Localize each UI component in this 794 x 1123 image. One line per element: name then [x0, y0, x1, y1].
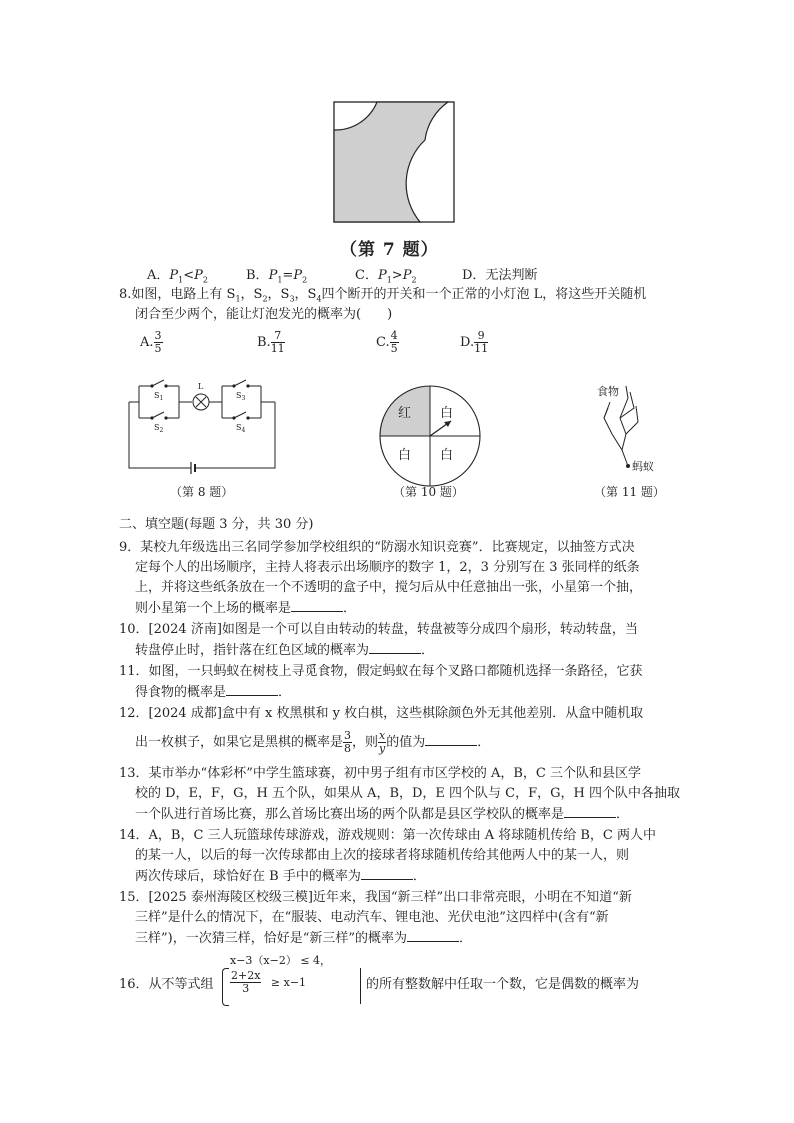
q13-line1: 13．某市举办“体彩杯”中学生篮球赛，初中男子组有市区学校的 A，B，C 三个队和县区学	[119, 766, 641, 781]
q16-inequality-system	[222, 952, 364, 1014]
q13-line2: 校的 D，E，F，G，H 五个队，如果从 A，B，D，E 四个队与 C，F，G，H 四个队中各抽取	[135, 786, 680, 801]
q12-line1: 12．[2024 成都]盒中有 x 枚黑棋和 y 枚白棋，这些棋除颜色外无其他差别．从盒中随机取	[119, 706, 644, 721]
q8-option-b[interactable]: B. $\frac{7}{11}$	[257, 329, 285, 355]
svg-text:S2: $S_2$	[154, 423, 164, 434]
q16-suffix: 的所有整数解中任取一个数，它是偶数的概率为	[366, 977, 640, 992]
svg-text:S4: $S_4$	[236, 423, 246, 434]
q15-line2: 三样”是什么的情况下，在“服装、电动汽车、锂电池、光伏电池”这四样中(含有“新	[135, 910, 609, 925]
q16-prefix: 16．从不等式组	[119, 977, 214, 992]
fig7-diagram	[332, 100, 456, 224]
q8-option-d[interactable]: D. $\frac{9}{11}$	[460, 329, 489, 355]
q14-line3: 两次传球后，球恰好在 B 手中的概率为 ．	[135, 866, 426, 886]
tree-ant-label: 蚂蚁	[632, 460, 654, 473]
fig11-tree-diagram	[592, 378, 682, 478]
q13-answer-blank[interactable]	[564, 804, 616, 818]
fig8-circuit-diagram	[124, 376, 280, 476]
q11-line1: 11．如图，一只蚂蚁在树枝上寻觅食物，假定蚂蚁在每个叉路口都随机选择一条路径，它获	[119, 664, 643, 679]
fig10-spinner	[378, 384, 482, 488]
q9-line2: 定每个人的出场顺序，主持人将表示出场顺序的数字 1，2，3 分别写在 3 张同样的纸条	[135, 560, 640, 575]
svg-text:S3: $S_3$	[236, 391, 246, 402]
q7-option-b[interactable]: B．$P_1=P_2$	[246, 268, 308, 285]
q14-line1: 14．A，B，C 三人玩篮球传球游戏，游戏规则：第一次传球由 A 将球随机传给 B，C 两人中	[119, 828, 656, 843]
q9-line3: 上，并将这些纸条放在一个不透明的盒子中，搅匀后从中任意抽出一张，小星第一个抽，	[135, 580, 643, 595]
fig7-caption: （第 7 题）	[340, 240, 439, 260]
q7-option-d[interactable]: D．无法判断	[462, 268, 538, 283]
q8-option-a[interactable]: A. $\frac{3}{5}$	[140, 329, 162, 355]
fig8-caption: （第 8 题）	[170, 485, 234, 499]
fig11-caption: （第 11 题）	[594, 485, 665, 499]
q7-option-a[interactable]: A．$P_1<P_2$	[147, 268, 208, 285]
q11-answer-blank[interactable]	[226, 682, 278, 696]
q14-line2: 的某一人，以后的每一次传球都由上次的接球者将球随机传给其他两人中的某一人，则	[135, 848, 630, 863]
inequality-brace	[222, 968, 229, 1006]
q9-line4: 则小星第一个上场的概率是 ．	[135, 598, 356, 618]
q15-answer-blank[interactable]	[407, 928, 459, 942]
spinner-label-white-3: 白	[440, 448, 454, 463]
inequality-right-bar	[360, 968, 361, 1004]
q14-answer-blank[interactable]	[361, 866, 413, 880]
q11-line2: 得食物的概率是 ．	[135, 682, 291, 702]
q10-answer-blank[interactable]	[369, 640, 421, 654]
spinner-label-white-1: 白	[440, 406, 454, 421]
spinner-label-white-2: 白	[398, 448, 412, 463]
q10-line1: 10．[2024 济南]如图是一个可以自由转动的转盘，转盘被等分成四个扇形，转动转盘，当	[119, 622, 638, 637]
spinner-label-red: 红	[398, 406, 412, 421]
q9-answer-blank[interactable]	[291, 598, 343, 612]
q8-option-c[interactable]: C. $\frac{4}{5}$	[376, 329, 398, 355]
inequality-line2: $\frac{2+2x}{3}$ ≥ x−1	[231, 969, 307, 995]
q13-line3: 一个队进行首场比赛，那么首场比赛出场的两个队都是县区学校队的概率是 ．	[135, 804, 629, 824]
q12-answer-blank[interactable]	[425, 732, 477, 746]
q7-option-c[interactable]: C．$P_1>P_2$	[355, 268, 417, 285]
svg-text:L: L	[198, 382, 204, 391]
q10-line2: 转盘停止时，指针落在红色区域的概率为 ．	[135, 640, 434, 660]
svg-text:S1: $S_1$	[154, 391, 164, 402]
q15-line3: 三样”)，一次猜三样，恰好是“新三样”的概率为 ．	[135, 928, 472, 948]
q8-line2: 闭合至少两个，能让灯泡发光的概率为( )	[135, 307, 393, 322]
inequality-line1: x−3（x−2） ≤ 4，	[230, 954, 332, 967]
q9-line1: 9．某校九年级选出三名同学参加学校组织的“防溺水知识竞赛”．比赛规定，以抽签方式决	[119, 540, 635, 555]
section-title: 二、填空题(每题 3 分，共 30 分)	[119, 517, 314, 532]
tree-food-label: 食物	[597, 385, 619, 398]
q8-line1: 8.如图，电路上有 $S_1$，$S_2$，$S_3$，$S_4$四个断开的开关和一个正常的小灯泡 L，将这些开关随机	[119, 287, 647, 304]
q12-line2: 出一枚棋子，如果它是黑棋的概率是 $\frac{3}{8}$ ，则 $\frac{x}{y}$ 的值为 ．	[135, 729, 491, 755]
q15-line1: 15．[2025 泰州海陵区校级三模]近年来，我国“新三样”出口非常亮眼，小明在不知道“新	[119, 890, 632, 905]
fig10-caption: （第 10 题）	[393, 485, 464, 499]
